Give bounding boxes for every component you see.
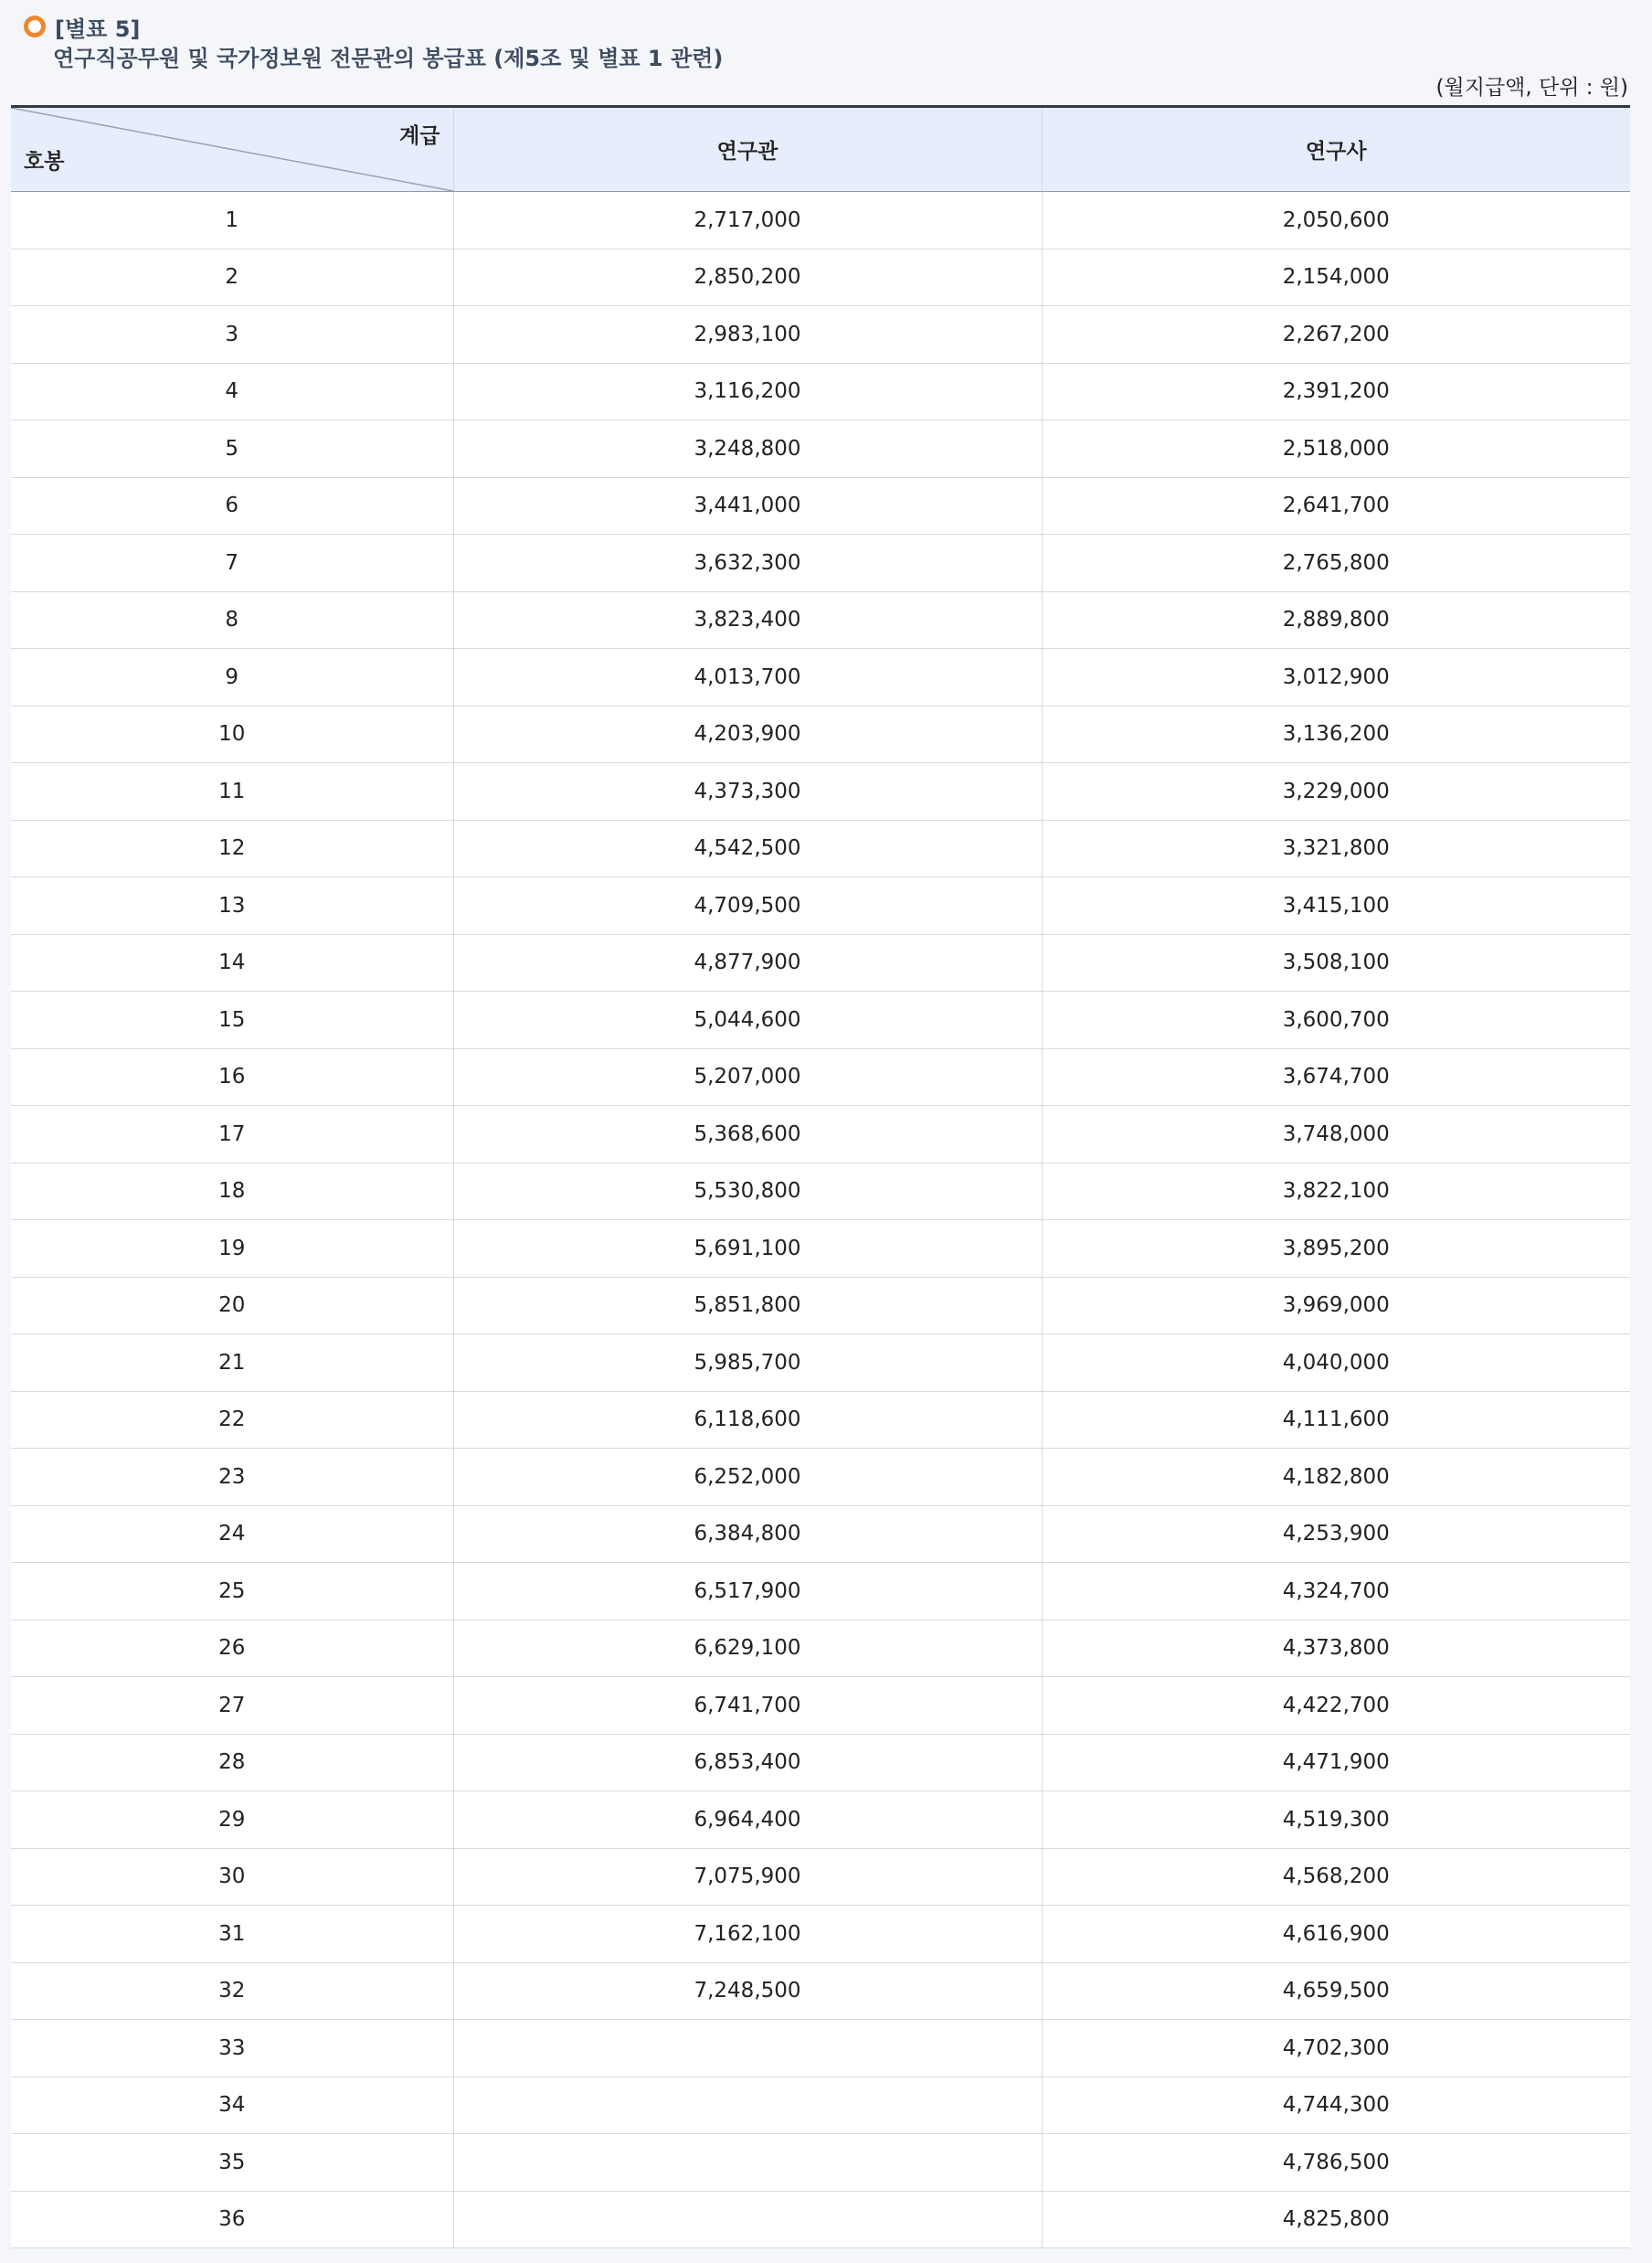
- researcher-senior-salary-cell: 3,441,000: [453, 477, 1042, 535]
- researcher-senior-salary-cell: 5,368,600: [453, 1106, 1042, 1163]
- table-row: [11, 535, 1630, 592]
- step-cell: 30: [11, 1848, 453, 1906]
- diagonal-corner-header: [11, 108, 453, 192]
- appendix-title: [별표 5]: [55, 16, 141, 42]
- table-row: [11, 934, 1630, 992]
- table-row: [11, 477, 1630, 535]
- researcher-senior-salary-cell: 3,823,400: [453, 591, 1042, 649]
- step-cell: 8: [11, 591, 453, 649]
- table-row: [11, 1677, 1630, 1735]
- table-body: [11, 192, 1630, 2248]
- step-cell: 7: [11, 535, 453, 592]
- researcher-senior-salary-cell: 4,373,300: [453, 763, 1042, 821]
- document-header: [22, 11, 1630, 75]
- researcher-senior-salary-cell: 5,530,800: [453, 1163, 1042, 1220]
- researcher-salary-cell: 4,519,300: [1042, 1791, 1630, 1849]
- researcher-senior-salary-cell: 5,851,800: [453, 1277, 1042, 1334]
- researcher-senior-salary-cell: 3,248,800: [453, 420, 1042, 478]
- step-cell: 25: [11, 1563, 453, 1620]
- table-row: [11, 2077, 1630, 2134]
- researcher-salary-cell: 4,702,300: [1042, 2020, 1630, 2077]
- researcher-salary-cell: 3,600,700: [1042, 992, 1630, 1049]
- table-row: [11, 1906, 1630, 1963]
- table-row: [11, 1505, 1630, 1563]
- researcher-salary-cell: 4,253,900: [1042, 1505, 1630, 1563]
- table-row: [11, 877, 1630, 935]
- column-header-researcher: 연구사: [1042, 108, 1630, 192]
- step-cell: 21: [11, 1334, 453, 1392]
- table-row: [11, 1791, 1630, 1849]
- table-subtitle: 연구직공무원 및 국가정보원 전문관의 봉급표 (제5조 및 별표 1 관련): [53, 46, 724, 71]
- step-cell: 14: [11, 934, 453, 992]
- researcher-salary-cell: 3,415,100: [1042, 877, 1630, 935]
- researcher-salary-cell: 3,508,100: [1042, 934, 1630, 992]
- researcher-salary-cell: 4,659,500: [1042, 1962, 1630, 2020]
- step-cell: 17: [11, 1106, 453, 1163]
- table-row: [11, 820, 1630, 877]
- researcher-senior-salary-cell: 3,116,200: [453, 363, 1042, 420]
- researcher-senior-salary-cell: 4,709,500: [453, 877, 1042, 935]
- researcher-senior-salary-cell: 6,252,000: [453, 1449, 1042, 1506]
- researcher-salary-cell: 4,373,800: [1042, 1620, 1630, 1677]
- step-cell: 27: [11, 1677, 453, 1735]
- researcher-salary-cell: 3,136,200: [1042, 706, 1630, 763]
- salary-table: [11, 108, 1630, 2248]
- researcher-salary-cell: 2,267,200: [1042, 306, 1630, 364]
- table-row: [11, 591, 1630, 649]
- researcher-salary-cell: 2,050,600: [1042, 192, 1630, 250]
- researcher-salary-cell: 4,616,900: [1042, 1906, 1630, 1963]
- researcher-salary-cell: 2,154,000: [1042, 249, 1630, 306]
- diagonal-line: [11, 108, 453, 191]
- step-cell: 11: [11, 763, 453, 821]
- researcher-senior-salary-cell: 5,207,000: [453, 1048, 1042, 1106]
- table-row: [11, 763, 1630, 821]
- step-cell: 29: [11, 1791, 453, 1849]
- researcher-senior-salary-cell: 2,983,100: [453, 306, 1042, 364]
- column-header-researcher-senior: 연구관: [453, 108, 1042, 192]
- researcher-salary-cell: 4,568,200: [1042, 1848, 1630, 1906]
- researcher-senior-salary-cell: [453, 2191, 1042, 2248]
- researcher-salary-cell: 4,182,800: [1042, 1449, 1630, 1506]
- bullet-ring-icon: [24, 16, 46, 37]
- researcher-salary-cell: 4,324,700: [1042, 1563, 1630, 1620]
- researcher-senior-salary-cell: [453, 2020, 1042, 2077]
- table-row: [11, 649, 1630, 707]
- researcher-salary-cell: 3,229,000: [1042, 763, 1630, 821]
- researcher-senior-salary-cell: 5,044,600: [453, 992, 1042, 1049]
- step-cell: 4: [11, 363, 453, 420]
- table-row: [11, 420, 1630, 478]
- researcher-salary-cell: 4,040,000: [1042, 1334, 1630, 1392]
- step-cell: 10: [11, 706, 453, 763]
- step-cell: 13: [11, 877, 453, 935]
- researcher-senior-salary-cell: 6,853,400: [453, 1734, 1042, 1791]
- step-cell: 31: [11, 1906, 453, 1963]
- table-row: [11, 1277, 1630, 1334]
- researcher-senior-salary-cell: 4,013,700: [453, 649, 1042, 707]
- step-cell: 2: [11, 249, 453, 306]
- table-row: [11, 1848, 1630, 1906]
- researcher-salary-cell: 3,748,000: [1042, 1106, 1630, 1163]
- researcher-salary-cell: 4,422,700: [1042, 1677, 1630, 1735]
- researcher-senior-salary-cell: 3,632,300: [453, 535, 1042, 592]
- researcher-salary-cell: 3,895,200: [1042, 1220, 1630, 1278]
- researcher-senior-salary-cell: 4,542,500: [453, 820, 1042, 877]
- researcher-salary-cell: 4,825,800: [1042, 2191, 1630, 2248]
- step-cell: 28: [11, 1734, 453, 1791]
- step-cell: 26: [11, 1620, 453, 1677]
- step-cell: 22: [11, 1391, 453, 1449]
- table-header-row: [11, 108, 1630, 192]
- table-row: [11, 2191, 1630, 2248]
- table-row: [11, 1620, 1630, 1677]
- step-cell: 16: [11, 1048, 453, 1106]
- researcher-senior-salary-cell: 4,203,900: [453, 706, 1042, 763]
- researcher-salary-cell: 3,321,800: [1042, 820, 1630, 877]
- table-row: [11, 249, 1630, 306]
- salary-table-container: [11, 105, 1630, 2248]
- researcher-senior-salary-cell: 5,985,700: [453, 1334, 1042, 1392]
- table-row: [11, 1391, 1630, 1449]
- researcher-salary-cell: 3,674,700: [1042, 1048, 1630, 1106]
- researcher-salary-cell: 3,969,000: [1042, 1277, 1630, 1334]
- step-cell: 32: [11, 1962, 453, 2020]
- table-row: [11, 706, 1630, 763]
- researcher-salary-cell: 4,786,500: [1042, 2134, 1630, 2192]
- table-row: [11, 363, 1630, 420]
- researcher-senior-salary-cell: 2,850,200: [453, 249, 1042, 306]
- researcher-senior-salary-cell: [453, 2134, 1042, 2192]
- step-cell: 33: [11, 2020, 453, 2077]
- title-row: [22, 11, 1630, 42]
- researcher-senior-salary-cell: [453, 2077, 1042, 2134]
- table-row: [11, 192, 1630, 250]
- researcher-salary-cell: 2,518,000: [1042, 420, 1630, 478]
- researcher-salary-cell: 3,822,100: [1042, 1163, 1630, 1220]
- step-cell: 15: [11, 992, 453, 1049]
- researcher-senior-salary-cell: 6,384,800: [453, 1505, 1042, 1563]
- table-row: [11, 1962, 1630, 2020]
- step-cell: 19: [11, 1220, 453, 1278]
- researcher-salary-cell: 2,391,200: [1042, 363, 1630, 420]
- researcher-salary-cell: 4,744,300: [1042, 2077, 1630, 2134]
- researcher-salary-cell: 2,889,800: [1042, 591, 1630, 649]
- researcher-salary-cell: 4,471,900: [1042, 1734, 1630, 1791]
- table-row: [11, 1220, 1630, 1278]
- researcher-senior-salary-cell: 5,691,100: [453, 1220, 1042, 1278]
- step-cell: 12: [11, 820, 453, 877]
- step-cell: 36: [11, 2191, 453, 2248]
- table-row: [11, 2020, 1630, 2077]
- corner-label-step: 호봉: [24, 150, 65, 174]
- researcher-senior-salary-cell: 7,162,100: [453, 1906, 1042, 1963]
- researcher-salary-cell: 4,111,600: [1042, 1391, 1630, 1449]
- researcher-senior-salary-cell: 7,075,900: [453, 1848, 1042, 1906]
- step-cell: 24: [11, 1505, 453, 1563]
- researcher-senior-salary-cell: 6,964,400: [453, 1791, 1042, 1849]
- step-cell: 34: [11, 2077, 453, 2134]
- step-cell: 23: [11, 1449, 453, 1506]
- unit-note: (월지급액, 단위 : 원): [1435, 76, 1628, 100]
- step-cell: 20: [11, 1277, 453, 1334]
- table-row: [11, 2134, 1630, 2192]
- researcher-senior-salary-cell: 2,717,000: [453, 192, 1042, 250]
- researcher-salary-cell: 2,641,700: [1042, 477, 1630, 535]
- researcher-senior-salary-cell: 6,517,900: [453, 1563, 1042, 1620]
- researcher-senior-salary-cell: 6,118,600: [453, 1391, 1042, 1449]
- table-row: [11, 1563, 1630, 1620]
- table-row: [11, 992, 1630, 1049]
- table-row: [11, 1734, 1630, 1791]
- table-row: [11, 1163, 1630, 1220]
- researcher-senior-salary-cell: 7,248,500: [453, 1962, 1042, 2020]
- step-cell: 35: [11, 2134, 453, 2192]
- step-cell: 6: [11, 477, 453, 535]
- step-cell: 9: [11, 649, 453, 707]
- researcher-salary-cell: 3,012,900: [1042, 649, 1630, 707]
- corner-label-grade: 계급: [399, 124, 440, 148]
- table-row: [11, 1334, 1630, 1392]
- table-row: [11, 306, 1630, 364]
- researcher-salary-cell: 2,765,800: [1042, 535, 1630, 592]
- table-row: [11, 1106, 1630, 1163]
- step-cell: 5: [11, 420, 453, 478]
- researcher-senior-salary-cell: 4,877,900: [453, 934, 1042, 992]
- researcher-senior-salary-cell: 6,629,100: [453, 1620, 1042, 1677]
- researcher-senior-salary-cell: 6,741,700: [453, 1677, 1042, 1735]
- table-row: [11, 1048, 1630, 1106]
- step-cell: 18: [11, 1163, 453, 1220]
- table-row: [11, 1449, 1630, 1506]
- step-cell: 1: [11, 192, 453, 250]
- step-cell: 3: [11, 306, 453, 364]
